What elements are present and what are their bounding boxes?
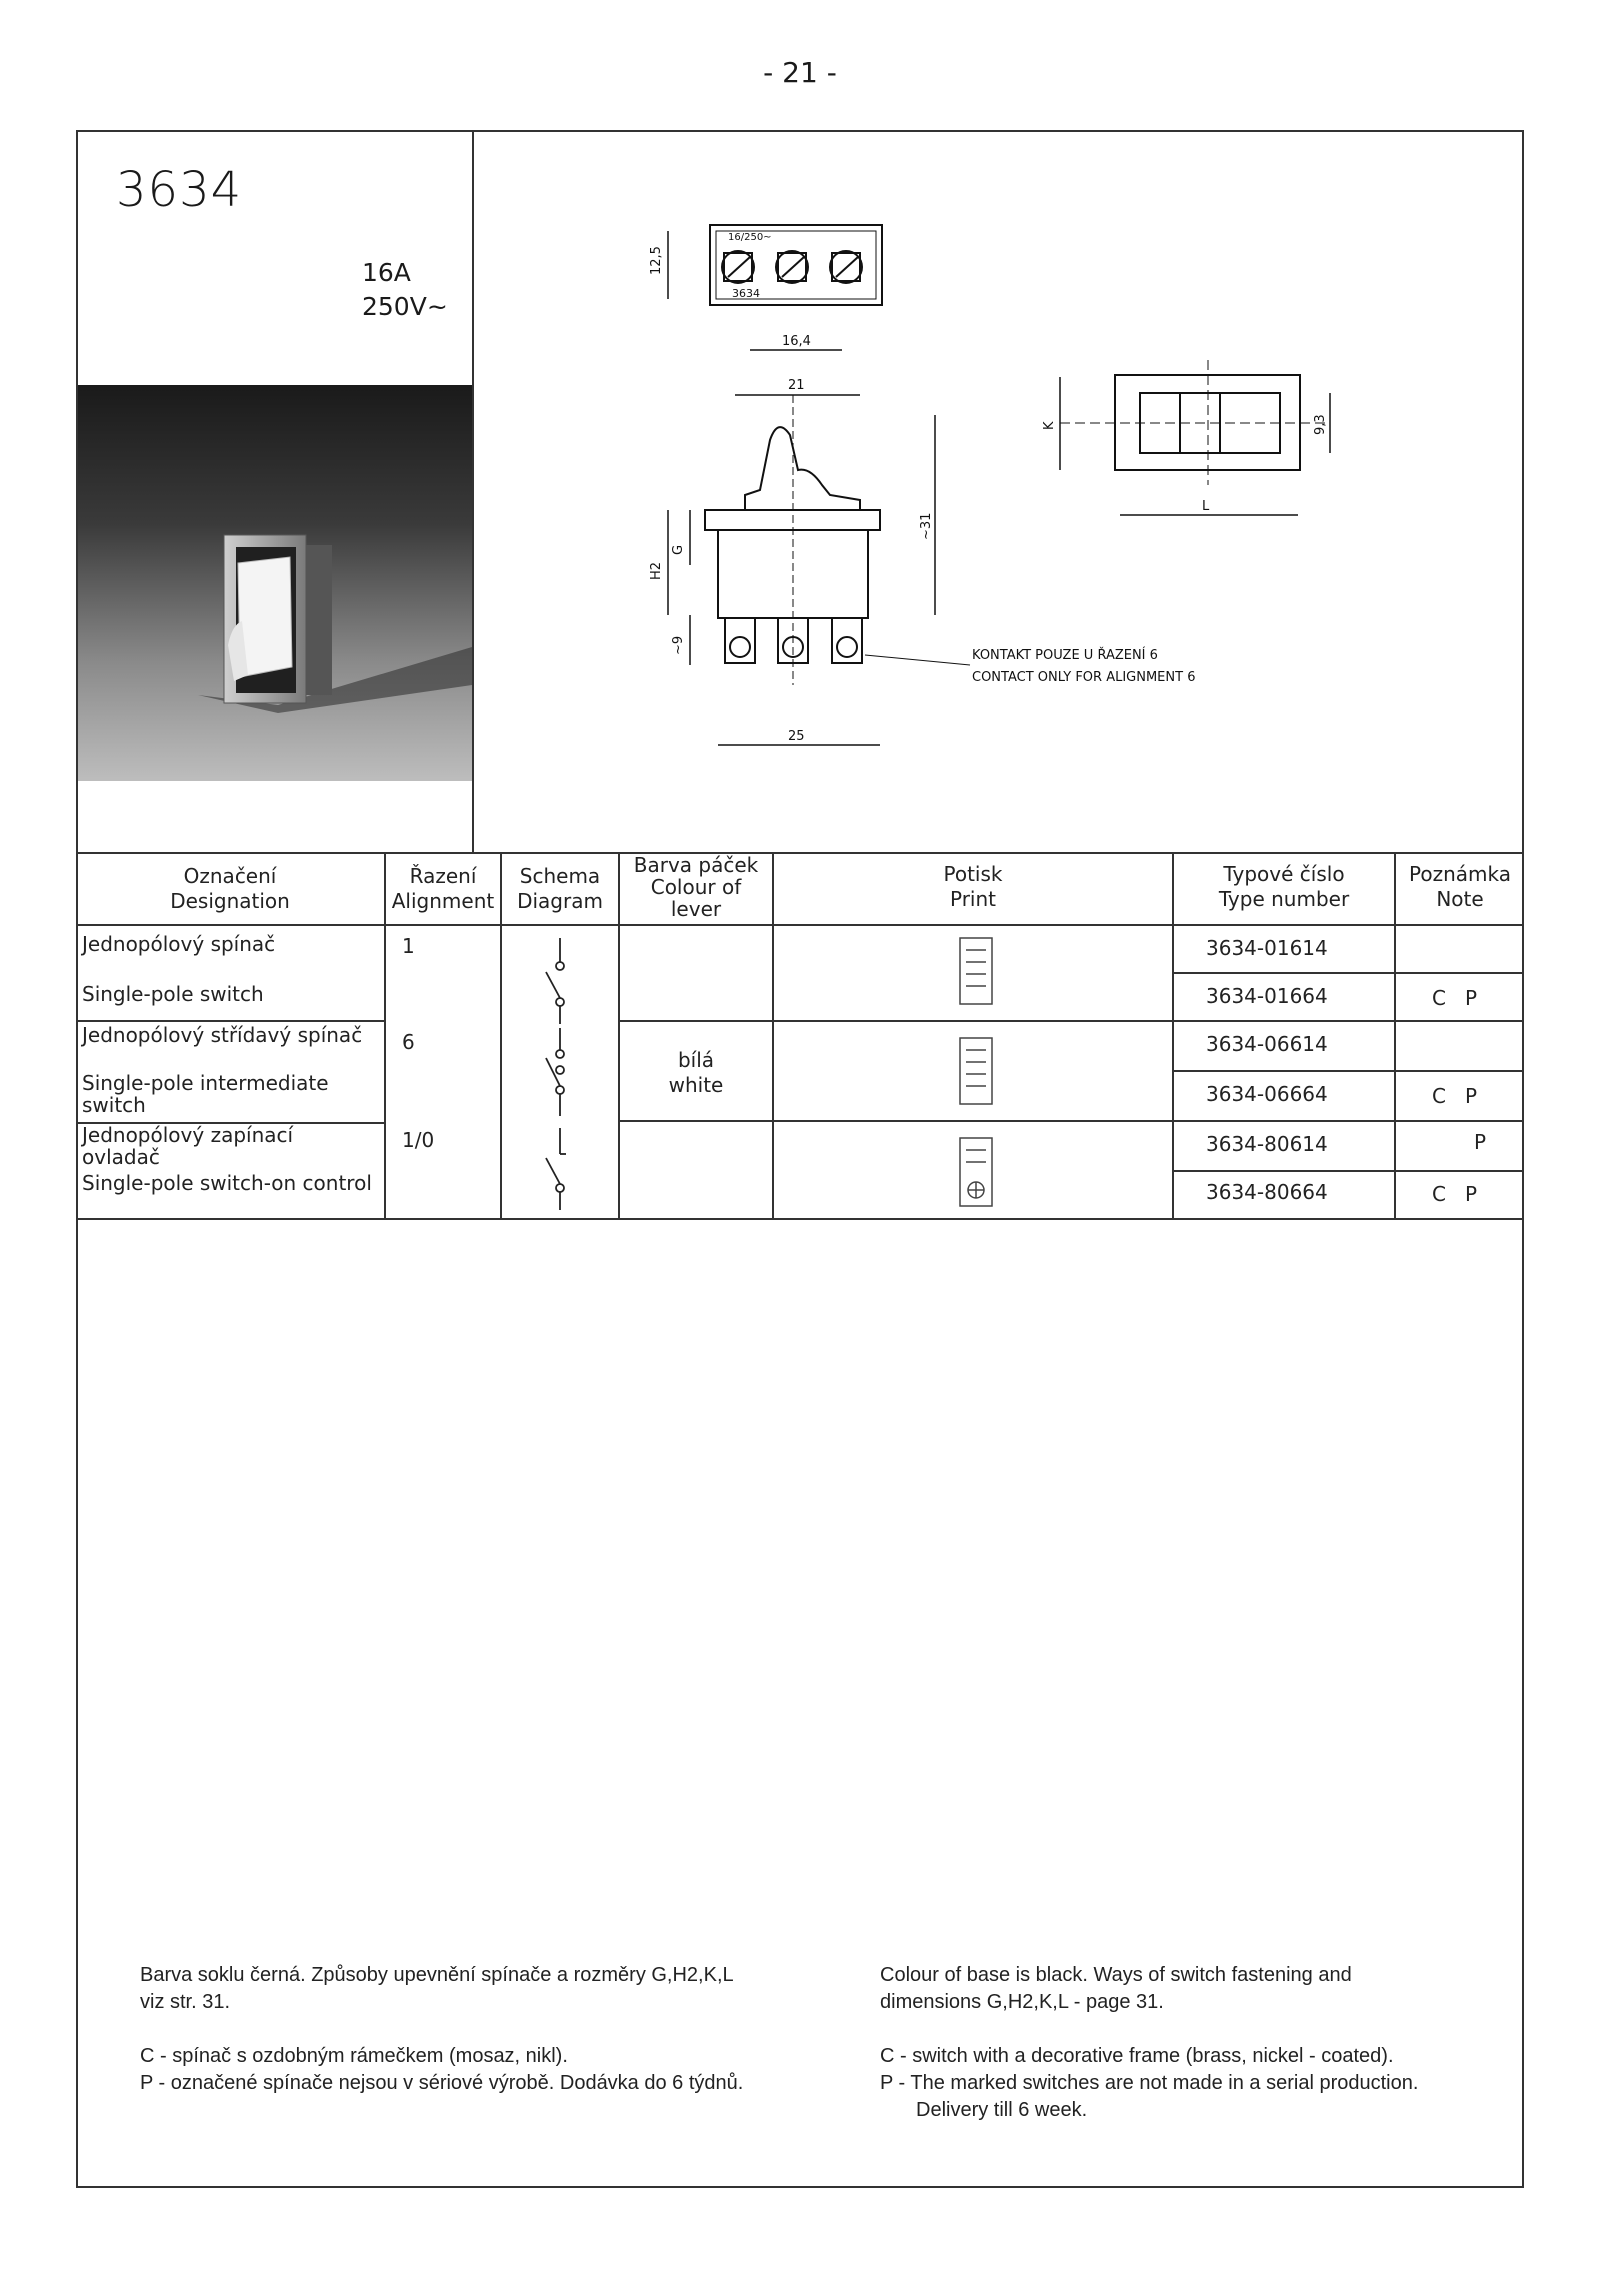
type-number-3: 3634-06614 [1206,1032,1328,1056]
header-designation-en: Designation [170,889,290,913]
note-5: P [1474,1130,1487,1154]
dim-21: 21 [788,378,805,393]
header-note-en: Note [1436,887,1484,911]
note-cz-1: Barva soklu černá. Způsoby upevnění spínače a rozměry G,H2,K,L [140,1964,734,1986]
header-alignment-cz: Řazení [409,864,477,888]
product-photo [78,385,472,781]
lever-colour [620,1048,772,1098]
schema-intermediate [546,1028,564,1116]
front-label-rating: 16/250~ [728,232,772,243]
print-icon-plain [960,938,992,1004]
group-3-designation-cz: Jednopólový zapínací ovladač [82,1123,294,1169]
note-en-3: C - switch with a decorative frame (brass, nickel - coated). [880,2045,1394,2067]
group-3-designation-en: Single-pole switch-on control [82,1171,372,1195]
note-4: C P [1432,1084,1478,1108]
group-2-designation-en: Single-pole intermediate switch [82,1071,329,1117]
front-label-number: 3634 [732,287,760,300]
header-designation [76,864,384,914]
front-view [649,225,882,350]
type-number-6: 3634-80664 [1206,1180,1328,1204]
header-print-cz: Potisk [943,862,1003,886]
note-cz-3: C - spínač s ozdobným rámečkem (mosaz, nikl). [140,2045,568,2067]
dim-g: G [671,544,686,555]
dim-l: L [1202,499,1210,514]
print-icon-intermediate [960,1038,992,1104]
header-lever [620,854,772,920]
group-2-alignment: 6 [402,1030,415,1054]
dim-12-5: 12,5 [649,246,664,275]
schema-single-pole [546,938,564,1024]
dim-9: ~9 [671,635,686,655]
type-number-4: 3634-06664 [1206,1082,1328,1106]
header-diagram [502,864,618,914]
group-3-alignment: 1/0 [402,1128,435,1152]
lever-colour-en: white [668,1073,724,1097]
type-number-1: 3634-01614 [1206,936,1328,960]
product-table [76,852,1524,1220]
note-en-2: dimensions G,H2,K,L - page 31. [880,1991,1164,2013]
header-diagram-cz: Schema [519,864,601,888]
lever-colour-cz: bílá [677,1048,715,1072]
rating-voltage: 250V~ [362,292,448,321]
note-cz-4: P - označené spínače nejsou v sériové výrobě. Dodávka do 6 týdnů. [140,2072,744,2094]
header-print [774,862,1172,912]
group-1-designation-cz: Jednopólový spínač [82,932,276,956]
notes-english [880,1962,1520,2124]
header-type [1174,862,1394,912]
header-lever-en2: lever [670,897,722,921]
header-note-cz: Poznámka [1409,862,1511,886]
schema-diagrams [526,932,596,1212]
note-en-5: Delivery till 6 week. [916,2099,1088,2121]
header-separator [472,132,474,854]
side-view [649,378,1195,745]
header-diagram-en: Diagram [517,889,603,913]
rating-current: 16A [362,258,411,287]
top-view [1042,360,1330,515]
header-lever-en1: Colour of [650,875,742,899]
header-type-cz: Typové číslo [1223,862,1345,886]
note-contact-en: CONTACT ONLY FOR ALIGNMENT 6 [972,670,1196,685]
note-en-1: Colour of base is black. Ways of switch fastening and [880,1964,1352,1986]
product-number: 3634 [116,162,243,218]
header-alignment-en: Alignment [391,889,495,913]
note-cz-2: viz str. 31. [140,1991,231,2013]
header-type-en: Type number [1218,887,1350,911]
schema-switch-on [546,1128,566,1210]
product-rating [362,256,448,324]
dim-9-3: 9,3 [1313,414,1328,435]
note-contact-cz: KONTAKT POUZE U ŘAZENÍ 6 [972,648,1158,663]
dim-31: ~31 [919,512,934,540]
note-en-4: P - The marked switches are not made in a serial production. [880,2072,1419,2094]
technical-drawing [560,195,1340,770]
header-note [1396,862,1524,912]
group-1-designation-en: Single-pole switch [82,982,264,1006]
note-2: C P [1432,986,1478,1010]
note-6: C P [1432,1182,1478,1206]
type-number-2: 3634-01664 [1206,984,1328,1008]
header-designation-cz: Označení [183,864,277,888]
type-number-5: 3634-80614 [1206,1132,1328,1156]
header-alignment [386,864,500,914]
header-lever-cz: Barva páček [633,853,759,877]
notes-czech [140,1962,860,2097]
dim-k: K [1042,421,1057,430]
group-1-alignment: 1 [402,934,415,958]
print-icon-symbol [960,1138,992,1206]
dim-25: 25 [788,729,805,744]
page-number: - 21 - [763,56,837,89]
group-2-designation-cz: Jednopólový střídavý spínač [82,1023,363,1047]
print-icons [956,932,996,1212]
dim-16-4: 16,4 [782,334,811,349]
dim-h2: H2 [649,561,664,580]
header-print-en: Print [949,887,996,911]
